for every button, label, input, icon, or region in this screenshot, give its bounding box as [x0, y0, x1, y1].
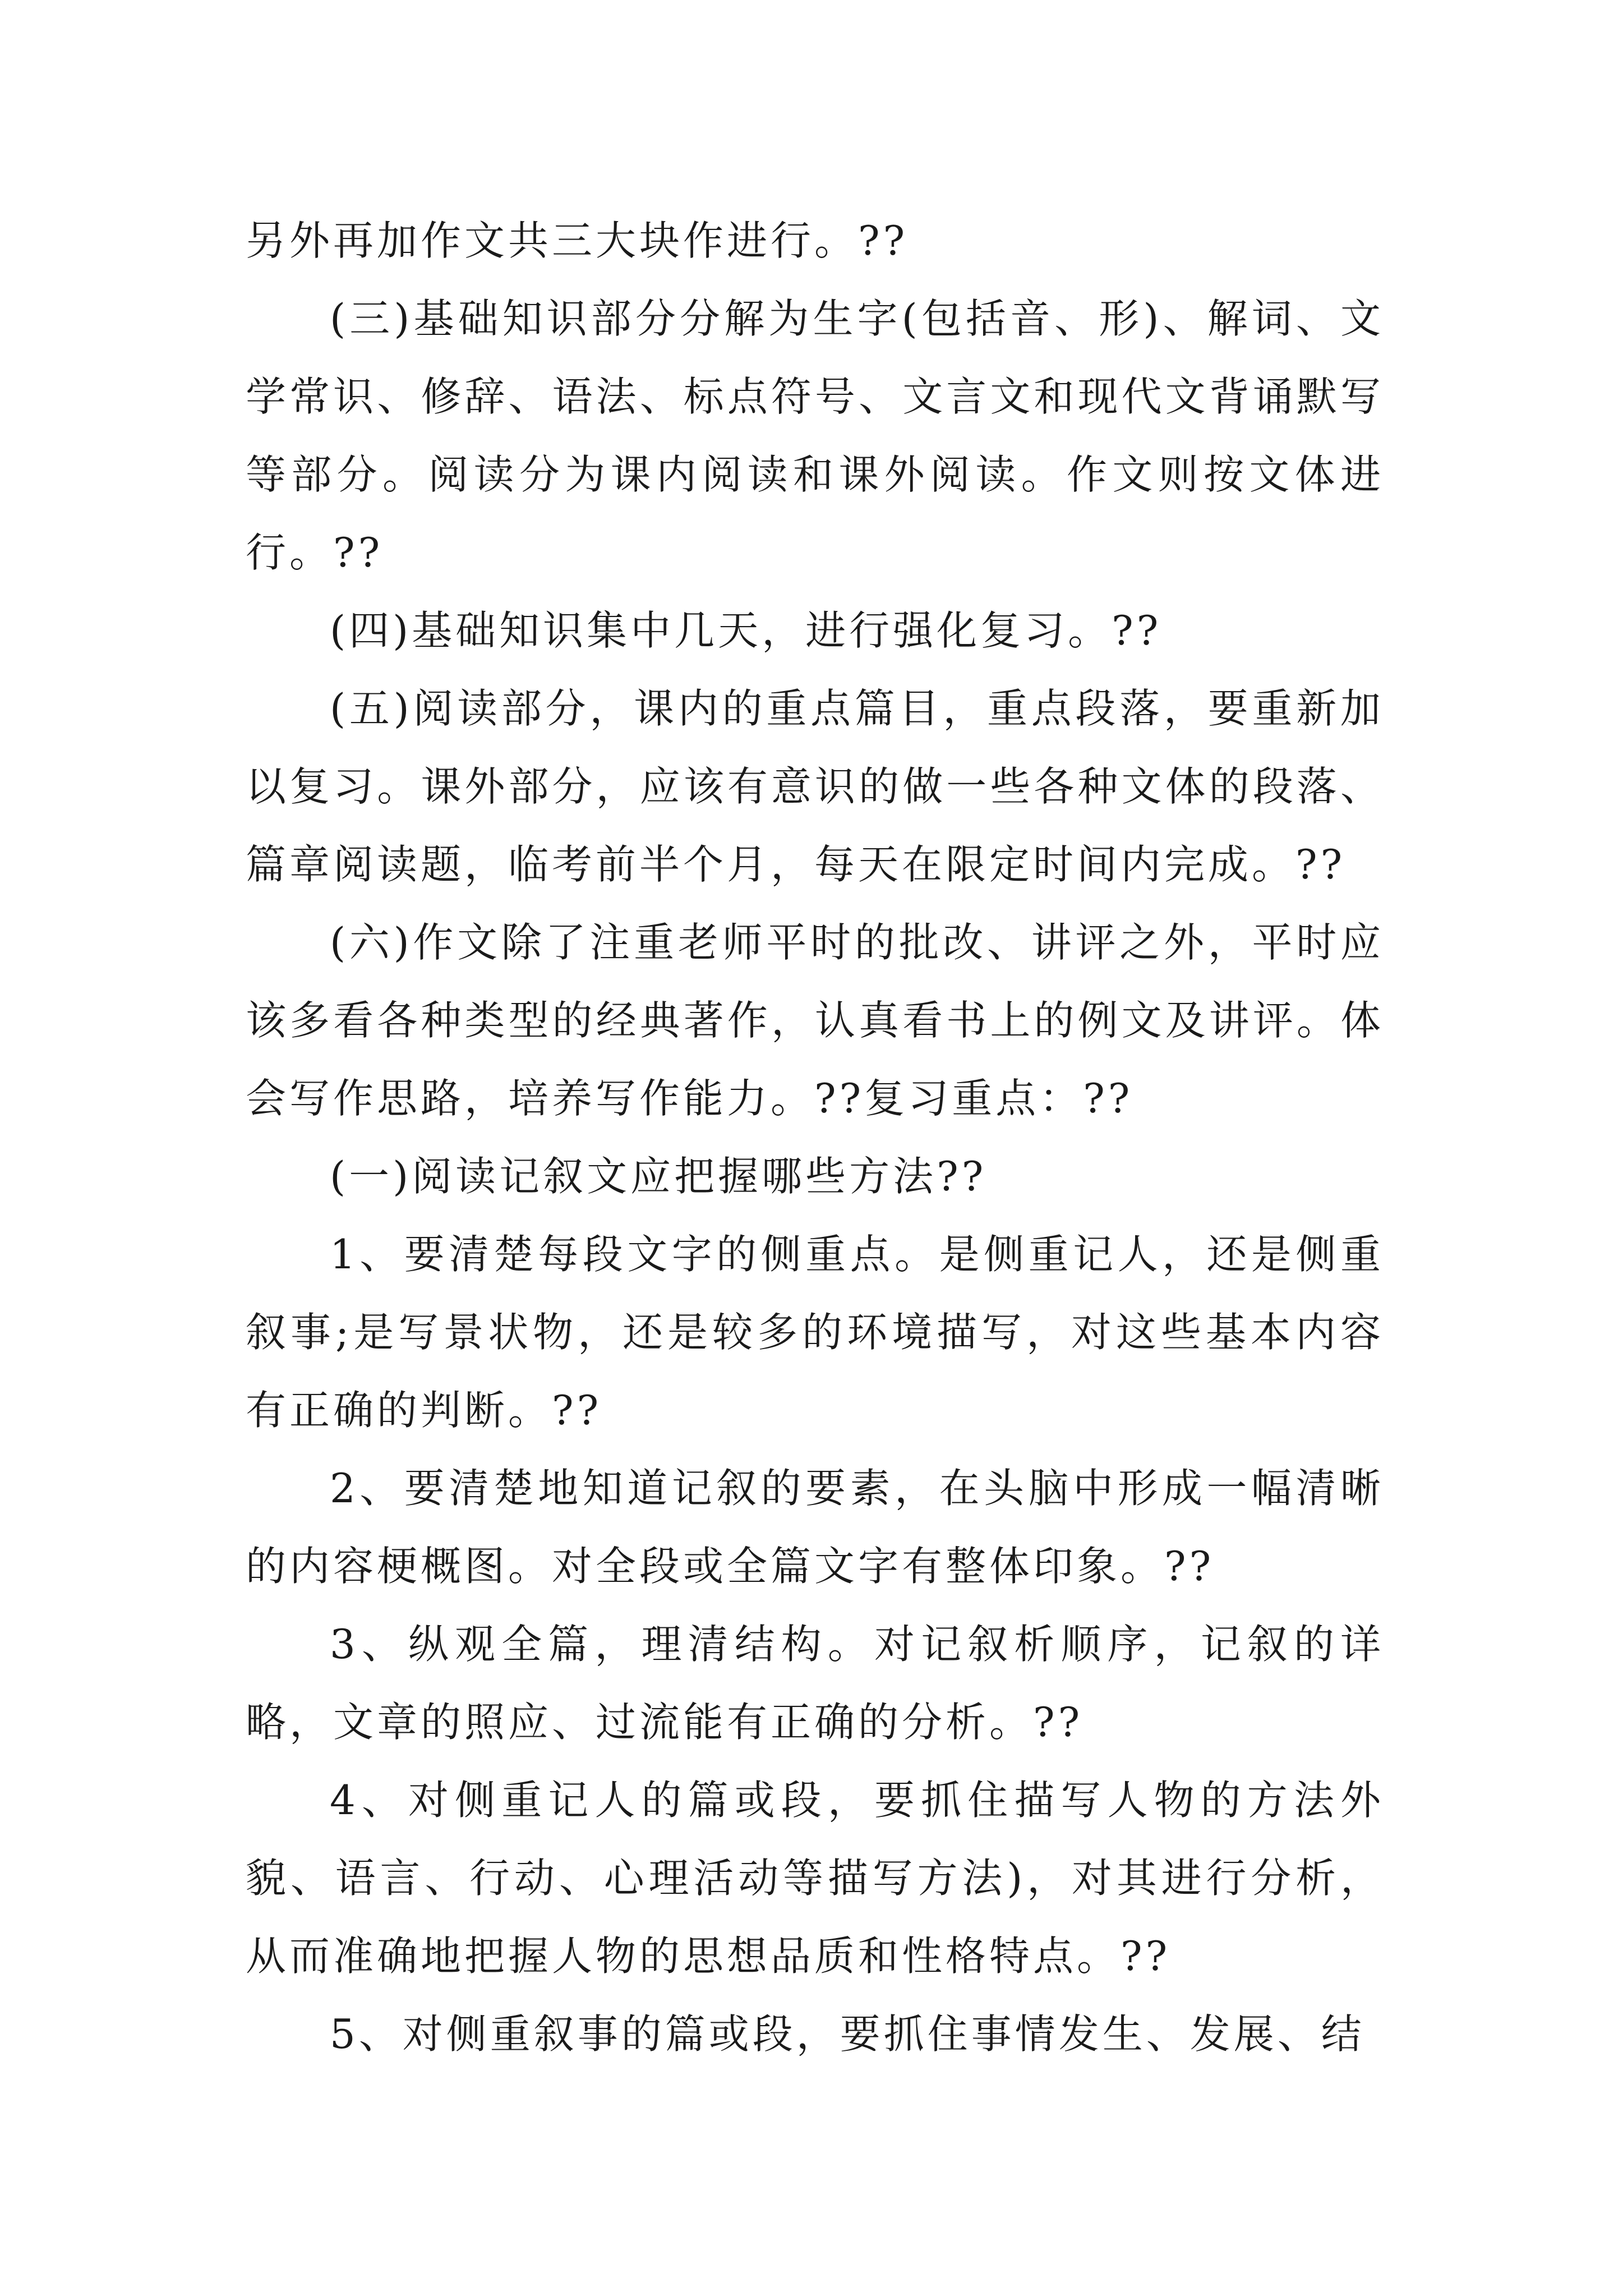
paragraph-1: 另外再加作文共三大块作进行。?? — [246, 217, 909, 264]
paragraph-7: 1、要清楚每段文字的侧重点。是侧重记人，还是侧重叙事;是写景状物，还是较多的环境描写，对这些基本内容有正确的判断。?? — [246, 1231, 1384, 1434]
paragraph-11: 5、对侧重叙事的篇或段，要抓住事情发生、发展、结 — [330, 2010, 1365, 2058]
paragraph-10: 4、对侧重记人的篇或段，要抓住描写人物的方法外貌、语言、行动、心理活动等描写方法)，对其进行分析，从而准确地把握人物的思想品质和性格特点。?? — [246, 1777, 1384, 1980]
document-body — [246, 202, 1384, 2073]
paragraph-5: (六)作文除了注重老师平时的批改、讲评之外，平时应该多看各种类型的经典著作，认真看书上的例文及讲评。体会写作思路，培养写作能力。??复习重点：?? — [246, 919, 1384, 1122]
paragraph-3: (四)基础知识集中几天，进行强化复习。?? — [330, 607, 1162, 654]
paragraph-4: (五)阅读部分，课内的重点篇目，重点段落，要重新加以复习。课外部分，应该有意识的做一些各种文体的段落、篇章阅读题，临考前半个月，每天在限定时间内完成。?? — [246, 685, 1384, 888]
paragraph-6: (一)阅读记叙文应把握哪些方法?? — [330, 1153, 987, 1200]
paragraph-8: 2、要清楚地知道记叙的要素，在头脑中形成一幅清晰的内容梗概图。对全段或全篇文字有整体印象。?? — [246, 1465, 1384, 1590]
paragraph-9: 3、纵观全篇，理清结构。对记叙析顺序，记叙的详略，文章的照应、过流能有正确的分析。?? — [246, 1621, 1384, 1746]
paragraph-2: (三)基础知识部分分解为生字(包括音、形)、解词、文学常识、修辞、语法、标点符号、文言文和现代文背诵默写等部分。阅读分为课内阅读和课外阅读。作文则按文体进行。?? — [246, 295, 1384, 576]
